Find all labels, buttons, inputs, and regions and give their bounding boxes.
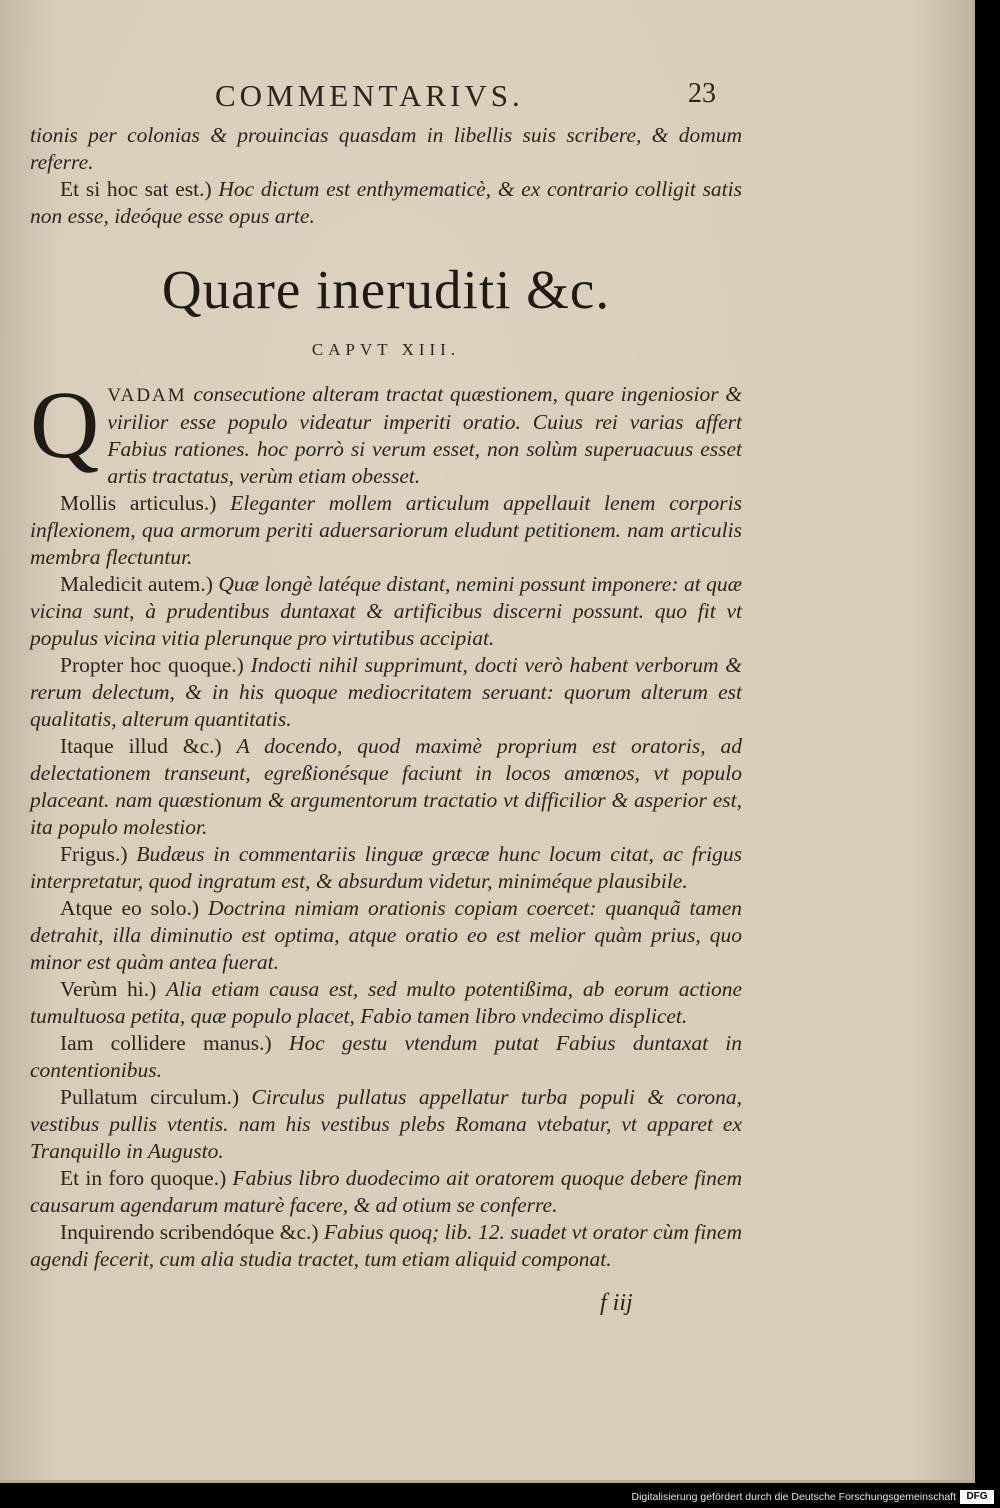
- commentary-entry: [30, 176, 742, 230]
- entry-lemma: Et in foro quoque.): [60, 1166, 227, 1190]
- commentary-entry: [30, 1165, 742, 1219]
- commentary-entry: [30, 1030, 742, 1084]
- entry-text: Indocti nihil supprimunt, docti verò habent verborum & rerum delectum, & in his quoque mediocritatem seruant: quorum alterum est qualitatis, alterum quantitatis.: [30, 653, 743, 731]
- entry-lemma: Et si hoc sat est.): [60, 177, 212, 201]
- entry-text: Fabius quoq; lib. 12. suadet vt orator cùm finem agendi fecerit, cum alia studia tractet, tum etiam aliquid componat.: [30, 1220, 743, 1271]
- entry-text: Hoc gestu vtendum putat Fabius duntaxat in contentionibus.: [30, 1031, 743, 1082]
- page-number: 23: [688, 78, 716, 109]
- commentary-entry: [30, 1219, 742, 1273]
- entry-lemma: Frigus.): [60, 842, 128, 866]
- entry-lemma: Maledicit autem.): [60, 572, 213, 596]
- text-block: [30, 122, 742, 1273]
- entry-text: Alia etiam causa est, sed multo potentißima, ab eorum actione tumultuosa petita, quæ populo placet, Fabio tamen libro vndecimo displicet.: [30, 977, 743, 1028]
- drop-initial: Q: [30, 371, 100, 478]
- commentary-entry: [30, 1084, 742, 1165]
- continued-paragraph: [30, 122, 742, 176]
- commentary-entry: [30, 490, 742, 571]
- entry-text: Fabius libro duodecimo ait oratorem quoque debere finem causarum agendarum maturè facere, & ad otium se conferre.: [30, 1166, 742, 1217]
- dfg-logo-icon: DFG: [960, 1490, 994, 1504]
- signature-mark: f iij: [600, 1290, 633, 1316]
- entry-lemma: Inquirendo scribendóque &c.): [60, 1220, 319, 1244]
- entry-text: Eleganter mollem articulum appellauit lenem corporis inflexionem, qua armorum periti aduersariorum eludunt petitionem. nam articulis membra flectuntur.: [30, 491, 742, 569]
- entry-lemma: Atque eo solo.): [60, 896, 200, 920]
- entry-lemma: Pullatum circulum.): [60, 1085, 240, 1109]
- entry-text: A docendo, quod maximè proprium est oratoris, ad delectationem transeunt, egreßionésque faciunt in locos amœnos, vt populo placeant. nam quæstionum & argumentorum tractatio vt difficilior & asperior est, ita populo molestior.: [30, 734, 742, 839]
- footer-credit: Digitalisierung gefördert durch die Deutsche Forschungsgemeinschaft: [631, 1491, 956, 1503]
- opening-smallcaps: VADAM: [107, 385, 187, 406]
- commentary-entry: [30, 571, 742, 652]
- continued-text: tionis per colonias & prouincias quasdam in libellis suis scribere, & domum referre.: [30, 123, 742, 174]
- opening-paragraph: [30, 371, 743, 490]
- commentary-entry: [30, 841, 742, 895]
- chapter-subtitle: CAPVT XIII.: [311, 340, 461, 359]
- running-title: COMMENTARIVS.: [215, 78, 524, 113]
- entry-lemma: Verùm hi.): [60, 977, 157, 1001]
- commentary-entry: [30, 652, 742, 733]
- entry-text: Quæ longè latéque distant, nemini possunt imponere: at quæ vicina sunt, à prudentibus duntaxat & artificibus discerni possunt. quo fit vt populus vicina vitia plerunque pro virtutibus accipiat.: [30, 572, 742, 650]
- commentary-entry: [30, 976, 742, 1030]
- running-head: [0, 78, 975, 118]
- chapter-title: Quare ineruditi &c.: [161, 259, 611, 320]
- entry-lemma: Propter hoc quoque.): [60, 653, 244, 677]
- entry-text: Doctrina nimiam orationis copiam coercet: quanquã tamen detrahit, illa diminutio est optima, atque oratio eo est melior quàm prius, quo minor est quàm antea fuerat.: [30, 896, 743, 974]
- entry-lemma: Iam collidere manus.): [60, 1031, 272, 1055]
- entry-text: Hoc dictum est enthymematicè, & ex contrario colligit satis non esse, ideóque esse opus arte.: [30, 177, 742, 228]
- entry-lemma: Mollis articulus.): [60, 491, 217, 515]
- footer-bar: [0, 1483, 1000, 1508]
- entry-lemma: Itaque illud &c.): [60, 734, 222, 758]
- entry-text: Circulus pullatus appellatur turba populi & corona, vestibus pullis vtentis. nam his vestibus plebs Romana vtebatur, vt apparet ex Tranquillo in Augusto.: [30, 1085, 743, 1163]
- commentary-entry: [30, 895, 742, 976]
- entry-text: Budæus in commentariis linguæ græcæ hunc locum citat, ac frigus interpretatur, quod ingratum est, & absurdum videtur, miniméque plausibile.: [30, 842, 742, 893]
- chapter-opening: [30, 371, 743, 490]
- opening-text: consecutione alteram tractat quæstionem, quare ingeniosior & virilior esse populo videatur imperiti oratio. Cuius rei varias affert Fabius rationes. hoc porrò si verum esset, non solùm superuacuus esset artis tractatus, verùm etiam obesset.: [107, 382, 743, 488]
- commentary-entry: [30, 733, 742, 841]
